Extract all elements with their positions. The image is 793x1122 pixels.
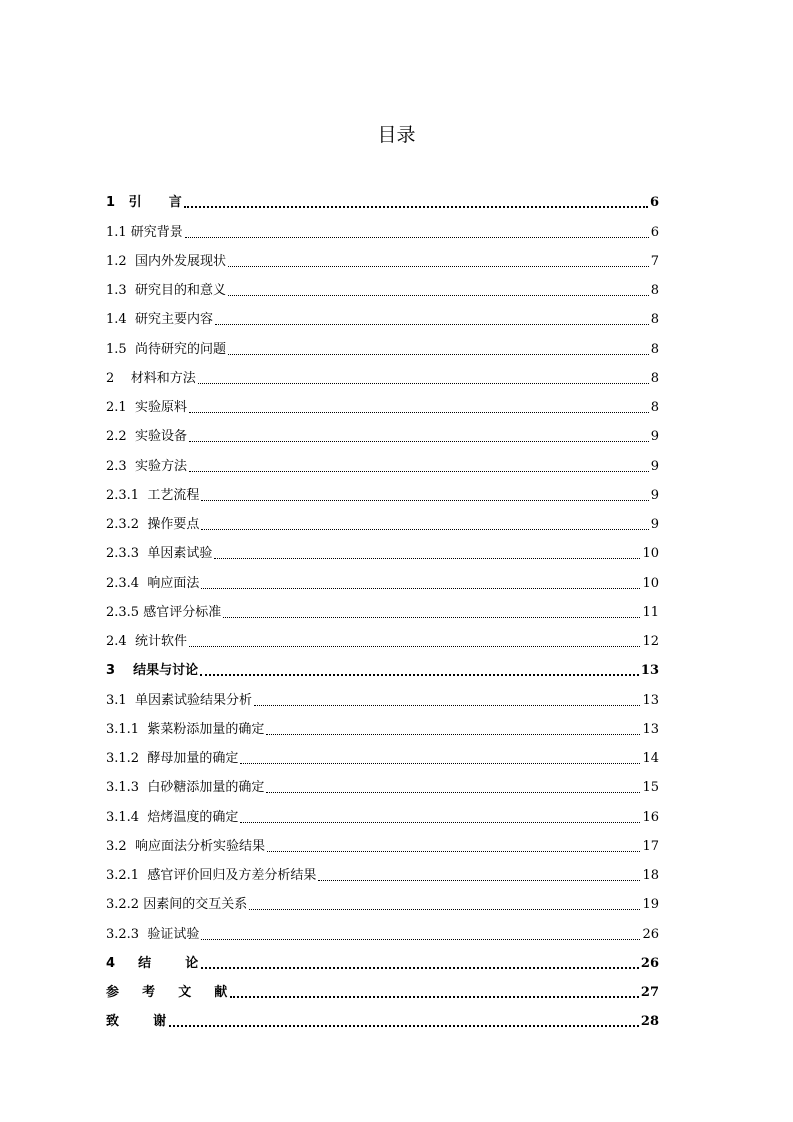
toc-entry[interactable]	[106, 504, 659, 533]
dot-leader	[228, 266, 649, 267]
toc-entry[interactable]	[106, 299, 659, 328]
toc-entry-page: 9	[650, 517, 659, 532]
toc-entry[interactable]	[106, 943, 659, 972]
toc-entry-label: 1.1 研究背景	[106, 224, 183, 240]
toc-entry-page: 6	[649, 195, 659, 211]
toc-entry-page: 8	[650, 283, 659, 298]
toc-entry-page: 16	[642, 809, 659, 825]
dot-leader	[240, 822, 640, 823]
toc-entry-label: 2.2 实验设备	[106, 429, 187, 445]
toc-entry[interactable]	[106, 972, 659, 1001]
toc-entry-page: 9	[650, 429, 659, 445]
toc-entry[interactable]	[106, 826, 659, 855]
dot-leader	[201, 588, 640, 589]
toc-entry-page: 18	[642, 868, 659, 883]
toc-entry-page: 17	[642, 838, 659, 854]
toc-entry-page: 13	[642, 692, 659, 708]
toc-entry-page: 7	[650, 253, 659, 269]
toc-entry-label: 2.3.2 操作要点	[106, 517, 200, 532]
dot-leader	[266, 734, 640, 735]
toc-entry-page: 19	[642, 897, 659, 913]
toc-entry-label: 致 谢	[106, 1014, 168, 1030]
toc-entry[interactable]	[106, 913, 659, 942]
toc-entry[interactable]	[106, 767, 659, 796]
toc-entry[interactable]	[106, 796, 659, 825]
dot-leader	[189, 471, 649, 472]
dot-leader	[184, 206, 648, 208]
dot-leader	[201, 500, 648, 501]
toc-entry-page: 27	[640, 985, 659, 1000]
toc-entry[interactable]	[106, 650, 659, 679]
toc-entry-page: 9	[650, 487, 659, 503]
toc-entry[interactable]	[106, 270, 659, 299]
toc-entry-page: 8	[650, 312, 659, 328]
toc-entry-page: 10	[642, 546, 659, 562]
table-of-contents	[106, 182, 659, 1030]
toc-entry-label: 2.3 实验方法	[106, 458, 187, 474]
dot-leader	[223, 617, 640, 618]
toc-entry-label: 3.2.3 验证试验	[106, 926, 200, 942]
toc-entry-page: 12	[642, 634, 659, 649]
toc-entry-label: 3.2.1 感官评价回归及方差分析结果	[106, 868, 317, 883]
dot-leader	[169, 1025, 639, 1027]
dot-leader	[185, 237, 649, 238]
toc-entry[interactable]	[106, 533, 659, 562]
toc-entry-label: 1.3 研究目的和意义	[106, 283, 226, 298]
toc-entry-label: 参 考 文 献	[106, 985, 229, 1000]
toc-entry-page: 28	[640, 1014, 659, 1030]
dot-leader	[230, 996, 639, 998]
toc-entry-label: 2.1 实验原料	[106, 400, 187, 415]
dot-leader	[200, 674, 639, 676]
toc-entry-page: 26	[642, 926, 659, 942]
dot-leader	[318, 880, 640, 881]
toc-entry[interactable]	[106, 738, 659, 767]
toc-entry[interactable]	[106, 592, 659, 621]
toc-entry[interactable]	[106, 241, 659, 270]
dot-leader	[201, 939, 640, 940]
toc-entry-label: 1.2 国内外发展现状	[106, 253, 226, 269]
toc-entry-page: 8	[650, 341, 659, 357]
toc-entry[interactable]	[106, 445, 659, 474]
dot-leader	[201, 529, 648, 530]
dot-leader	[266, 792, 640, 793]
toc-entry-page: 15	[642, 780, 659, 796]
toc-entry[interactable]	[106, 358, 659, 387]
toc-entry-label: 3.2.2 因素间的交互关系	[106, 897, 248, 913]
toc-entry-label: 4 结 论	[106, 955, 200, 971]
dot-leader	[189, 412, 649, 413]
toc-entry[interactable]	[106, 182, 659, 211]
toc-entry-page: 6	[650, 224, 659, 240]
toc-entry[interactable]	[106, 884, 659, 913]
toc-entry-page: 14	[642, 751, 659, 766]
toc-entry-page: 13	[640, 663, 659, 679]
toc-entry-label: 3 结果与讨论	[106, 663, 199, 679]
dot-leader	[215, 324, 649, 325]
toc-entry-page: 9	[650, 458, 659, 474]
toc-entry-page: 8	[650, 400, 659, 415]
toc-entry[interactable]	[106, 679, 659, 708]
toc-entry-page: 11	[642, 604, 659, 620]
dot-leader	[228, 354, 649, 355]
dot-leader	[189, 441, 649, 442]
toc-entry-label: 1.4 研究主要内容	[106, 312, 213, 328]
toc-entry-page: 26	[640, 955, 659, 971]
toc-entry-page: 10	[642, 575, 659, 591]
toc-entry-label: 2.3.1 工艺流程	[106, 487, 200, 503]
toc-entry-label: 3.1.2 酵母加量的确定	[106, 751, 239, 766]
toc-entry[interactable]	[106, 416, 659, 445]
dot-leader	[214, 558, 640, 559]
toc-entry-label: 3.1.1 紫菜粉添加量的确定	[106, 721, 265, 737]
toc-entry-label: 3.1.4 焙烤温度的确定	[106, 809, 239, 825]
dot-leader	[228, 295, 649, 296]
dot-leader	[267, 851, 641, 852]
toc-entry-label: 3.1 单因素试验结果分析	[106, 692, 252, 708]
toc-entry[interactable]	[106, 211, 659, 240]
toc-entry[interactable]	[106, 328, 659, 357]
toc-entry[interactable]	[106, 562, 659, 591]
toc-entry-label: 3.1.3 白砂糖添加量的确定	[106, 780, 265, 796]
dot-leader	[240, 763, 640, 764]
toc-entry-label: 1 引 言	[106, 195, 182, 211]
toc-entry[interactable]	[106, 475, 659, 504]
toc-title: 目录	[377, 124, 416, 146]
toc-entry-page: 8	[650, 370, 659, 386]
toc-entry-page: 13	[642, 721, 659, 737]
toc-entry-label: 2.4 统计软件	[106, 634, 187, 649]
toc-entry-label: 3.2 响应面法分析实验结果	[106, 838, 265, 854]
toc-entry[interactable]	[106, 387, 659, 416]
dot-leader	[189, 646, 641, 647]
toc-entry[interactable]	[106, 709, 659, 738]
toc-entry-label: 2.3.5 感官评分标准	[106, 604, 222, 620]
toc-entry-label: 1.5 尚待研究的问题	[106, 341, 226, 357]
dot-leader	[249, 909, 640, 910]
toc-entry-label: 2.3.4 响应面法	[106, 575, 200, 591]
toc-entry-label: 2.3.3 单因素试验	[106, 546, 213, 562]
toc-entry[interactable]	[106, 1001, 659, 1030]
toc-entry[interactable]	[106, 621, 659, 650]
dot-leader	[201, 967, 639, 969]
toc-entry-label: 2 材料和方法	[106, 370, 196, 386]
toc-entry[interactable]	[106, 855, 659, 884]
dot-leader	[254, 705, 641, 706]
dot-leader	[198, 383, 649, 384]
